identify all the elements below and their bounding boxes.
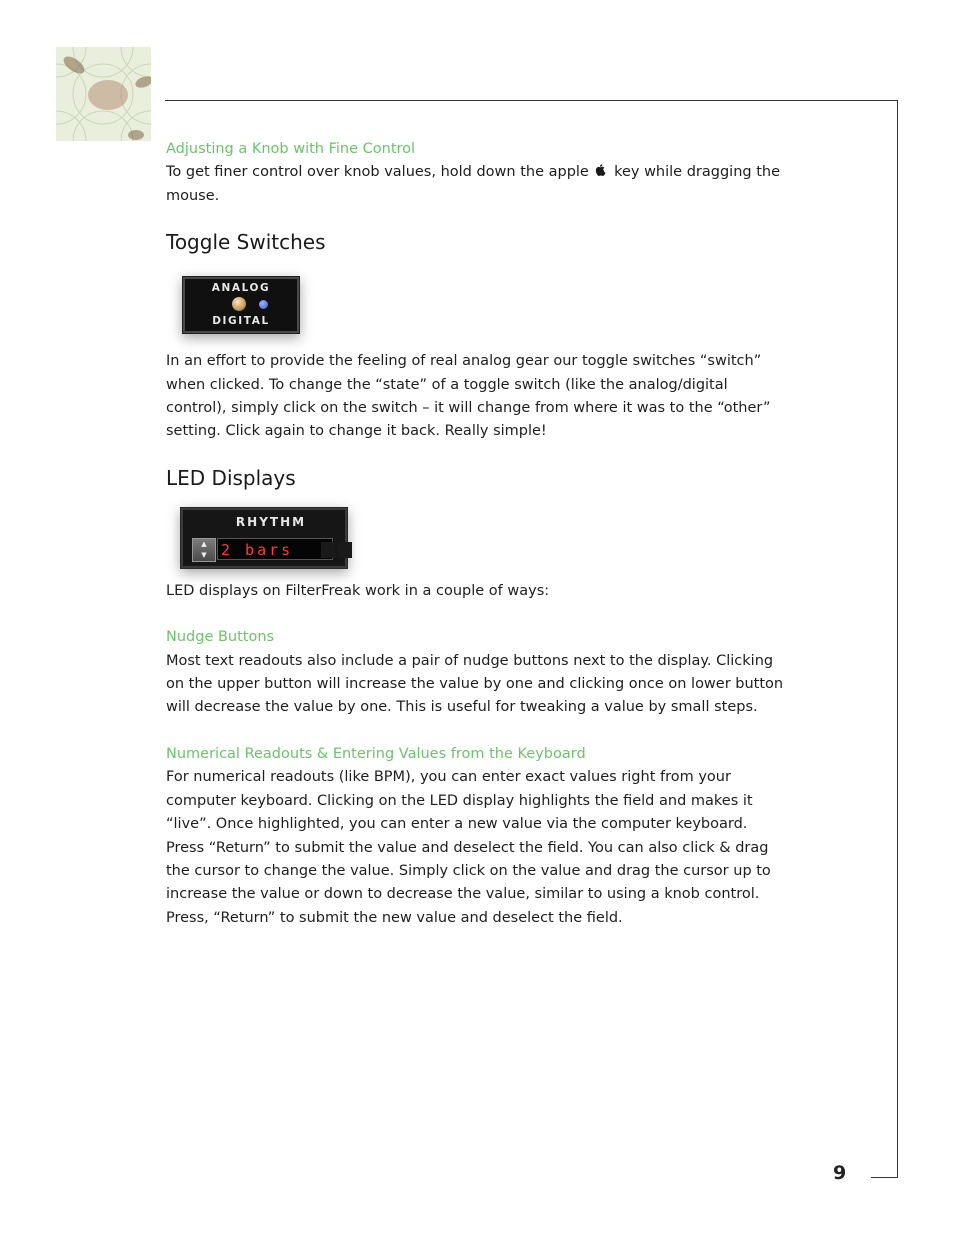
fine-control-body: To get finer control over knob values, hold down the apple key while dragging the mouse. bbox=[166, 164, 780, 204]
toggle-knob-icon bbox=[232, 297, 246, 311]
led-cell bbox=[321, 542, 335, 558]
toggle-analog-label: ANALOG bbox=[211, 282, 271, 295]
header-rule bbox=[165, 100, 898, 101]
numerical-readouts-body: For numerical readouts (like BPM), you can enter exact values right from your computer keyboard. Clicking on the LED display highlights the field and makes it “live”. Once highlighted, you can enter a new value via the computer keyboard. Press “Return” to submit the value and deselect the field. You can also click & drag the cursor to change the value. Simply click on the value and drag the cursor up to increase the value or down to decrease the value, similar to using a knob control. Press, “Return” to submit the new value and deselect the field. bbox=[166, 769, 771, 926]
nudge-buttons-icon bbox=[192, 538, 216, 562]
toggle-led-icon bbox=[259, 300, 268, 309]
led-readout-value: 2 bars bbox=[221, 540, 294, 559]
toggle-switches-title: Toggle Switches bbox=[166, 230, 326, 255]
toggle-switch-image bbox=[182, 276, 300, 334]
led-displays-body: LED displays on FilterFreak work in a couple of ways: bbox=[166, 582, 550, 599]
footer-rule bbox=[871, 1177, 898, 1178]
floral-pattern-image bbox=[56, 47, 151, 141]
fine-control-subhead: Adjusting a Knob with Fine Control bbox=[166, 141, 416, 157]
led-readout bbox=[217, 538, 333, 560]
toggle-switches-body: In an effort to provide the feeling of real analog gear our toggle switches “switch” when clicked. To change the “state” of a toggle switch (like the analog/digital control), simply click on the switch – it will change from where it was to the “other” setting. Click again to change it back. Really simple! bbox=[166, 353, 771, 440]
right-margin-rule bbox=[897, 100, 898, 1178]
numerical-readouts-subhead: Numerical Readouts & Entering Values from the Keyboard bbox=[166, 745, 586, 762]
apple-icon bbox=[595, 162, 607, 175]
nudge-down-icon: ▼ bbox=[201, 550, 207, 559]
page-number: 9 bbox=[833, 1162, 847, 1184]
toggle-digital-label: DIGITAL bbox=[212, 315, 270, 328]
corner-decoration bbox=[56, 47, 151, 141]
led-display-image bbox=[180, 507, 348, 569]
main-content bbox=[166, 138, 786, 930]
led-displays-title: LED Displays bbox=[166, 465, 296, 490]
led-cell bbox=[338, 542, 352, 558]
led-rhythm-label: RHYTHM bbox=[235, 514, 307, 529]
nudge-up-icon: ▲ bbox=[201, 539, 207, 548]
nudge-buttons-subhead: Nudge Buttons bbox=[166, 629, 275, 646]
nudge-buttons-body: Most text readouts also include a pair of nudge buttons next to the display. Clicking on the upper button will increase the value by one and clicking once on lower button will decrease the value by one. This is useful for tweaking a value by small steps. bbox=[166, 652, 784, 716]
